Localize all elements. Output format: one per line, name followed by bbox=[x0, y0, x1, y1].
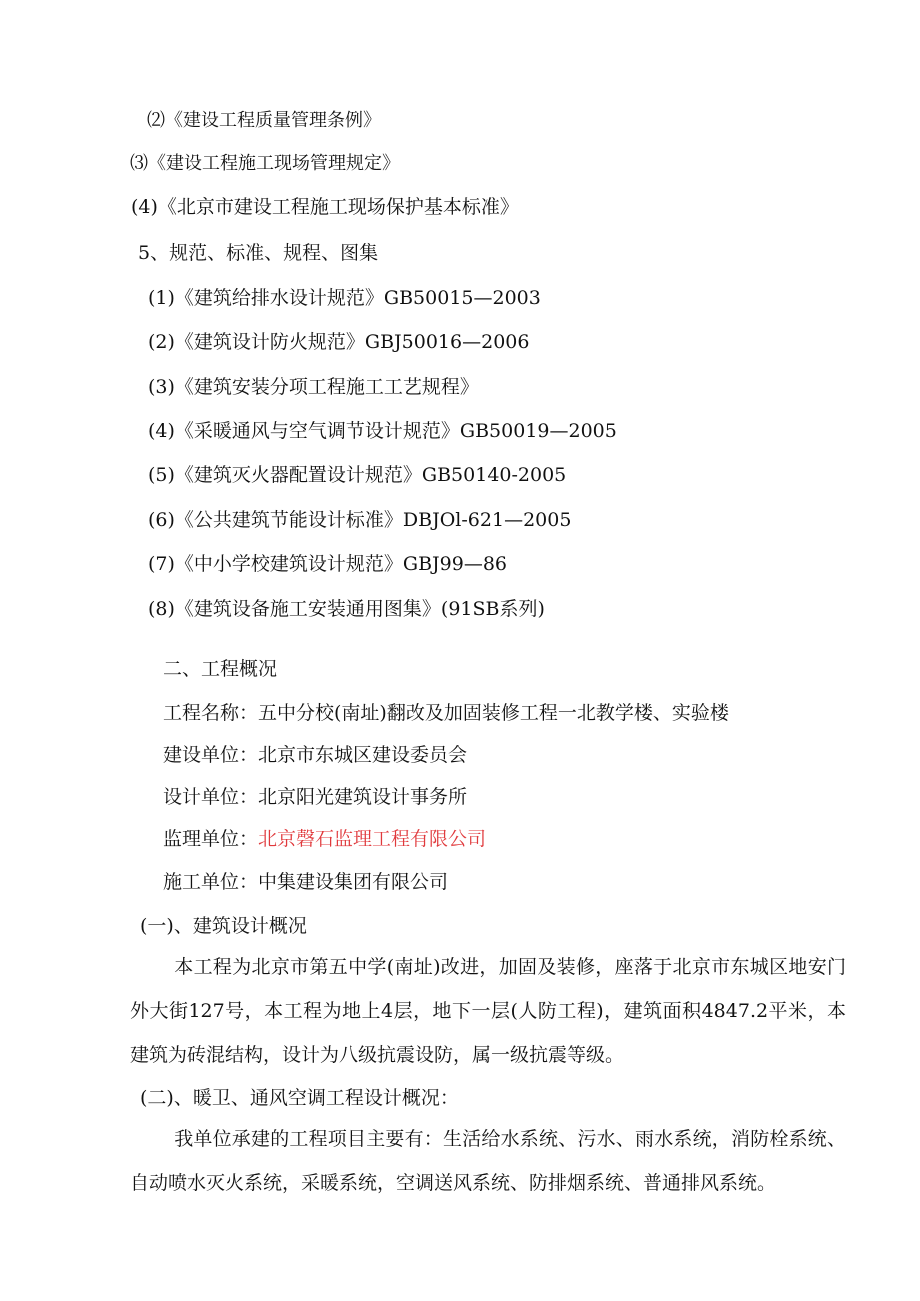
standard-item-2: (2)《建筑设计防火规范》GBJ50016—2006 bbox=[148, 331, 530, 353]
project-owner: 建设单位：北京市东城区建设委员会 bbox=[163, 744, 468, 766]
standard-item-3: (3)《建筑安装分项工程施工工艺规程》 bbox=[148, 376, 479, 398]
hvac-heading: (二)、暖卫、通风空调工程设计概况： bbox=[140, 1087, 459, 1109]
contractor-label: 施工单位： bbox=[163, 871, 259, 893]
project-designer bbox=[163, 784, 467, 810]
standard-item-5: (5)《建筑灭火器配置设计规范》GB50140-2005 bbox=[148, 464, 567, 486]
supervisor-label: 监理单位： bbox=[163, 828, 259, 850]
contractor-value: 中集建设集团有限公司 bbox=[258, 871, 449, 893]
regulation-item-3: ⑶《建设工程施工现场管理规定》 bbox=[130, 153, 400, 174]
overview-heading: 二、工程概况 bbox=[163, 658, 278, 680]
regulation-item-2: ⑵《建设工程质量管理条例》 bbox=[147, 110, 381, 131]
project-name: 工程名称：五中分校(南址)翻改及加固装修工程一北教学楼、实验楼 bbox=[163, 702, 729, 724]
standard-item-4: (4)《采暖通风与空气调节设计规范》GB50019—2005 bbox=[148, 420, 617, 442]
section-5-heading: 5、规范、标准、规程、图集 bbox=[138, 242, 379, 264]
designer-label: 设计单位： bbox=[163, 786, 259, 808]
architecture-paragraph bbox=[130, 945, 846, 1077]
hvac-paragraph bbox=[130, 1117, 846, 1205]
standard-item-6: (6)《公共建筑节能设计标准》DBJOl-621—2005 bbox=[148, 509, 572, 531]
designer-value: 北京阳光建筑设计事务所 bbox=[258, 786, 468, 808]
standard-item-1: (1)《建筑给排水设计规范》GB50015—2003 bbox=[148, 287, 541, 309]
project-supervisor bbox=[163, 826, 486, 852]
supervisor-value: 北京磬石监理工程有限公司 bbox=[258, 828, 487, 850]
regulation-item-4: (4)《北京市建设工程施工现场保护基本标准》 bbox=[131, 196, 519, 218]
project-contractor bbox=[163, 869, 448, 895]
standard-item-7: (7)《中小学校建筑设计规范》GBJ99—86 bbox=[148, 553, 508, 575]
standard-item-8: (8)《建筑设备施工安装通用图集》(91SB系列) bbox=[148, 598, 545, 620]
architecture-text: 本工程为北京市第五中学(南址)改进，加固及装修，座落于北京市东城区地安门外大街127号，本工程为地上4层，地下一层(人防工程)，建筑面积4847.2平米，本建筑为砖混结构，设计为八级抗震设防，属一级抗震等级。 bbox=[130, 956, 846, 1066]
hvac-text: 我单位承建的工程项目主要有：生活给水系统、污水、雨水系统，消防栓系统、自动喷水灭火系统，采暖系统，空调送风系统、防排烟系统、普通排风系统。 bbox=[130, 1128, 846, 1194]
architecture-heading: (一)、建筑设计概况 bbox=[140, 915, 307, 937]
